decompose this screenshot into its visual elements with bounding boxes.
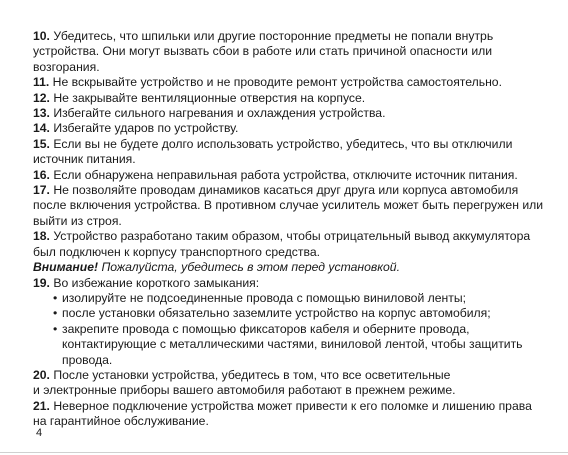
item-text: Избегайте сильного нагревания и охлаждения устройства.	[53, 106, 386, 121]
page-divider	[0, 452, 568, 453]
item-17	[33, 183, 545, 229]
item-number: 19.	[33, 275, 50, 290]
item-number: 18.	[33, 229, 50, 244]
item-text: Убедитесь, что шпильки или другие посторонние предметы не попали внутрь устройства. Они могут вызвать сбои в работе или стать причиной опасности или возгорания.	[33, 29, 494, 74]
item-11	[33, 75, 545, 90]
page-number: 4	[36, 427, 43, 439]
attention-text: Пожалуйста, убедитесь в этом перед установкой.	[101, 260, 400, 275]
item-number: 12.	[33, 90, 50, 105]
item-21	[33, 399, 545, 430]
item-13	[33, 106, 545, 121]
item-text: Неверное подключение устройства может привести к его поломке и лишению права на гарантийное обслуживание.	[33, 398, 532, 429]
item-number: 10.	[33, 29, 50, 43]
item-text: Если обнаружена неправильная работа устройства, отключите источник питания.	[53, 167, 518, 182]
item-text: Не вскрывайте устройство и не проводите ремонт устройства самостоятельно.	[52, 75, 502, 90]
item-14	[33, 121, 545, 136]
item-12	[33, 91, 545, 106]
item-18	[33, 229, 545, 260]
item-10	[33, 29, 545, 75]
item-number: 13.	[33, 106, 50, 121]
bullet-item: • после установки обязательно заземлите устройство на корпус автомобиля;	[53, 306, 545, 321]
item-text: Не позволяйте проводам динамиков касаться друг друга или корпуса автомобиля после включения устройства. В противном случае усилитель может быть перегружен или выйти из строя.	[33, 183, 544, 228]
item-text: Устройство разработано таким образом, чтобы отрицательный вывод аккумулятора был подключен к корпусу транспортного средства.	[33, 229, 531, 259]
item-20	[33, 368, 545, 399]
instructions-content	[33, 29, 545, 430]
item-text: Избегайте ударов по устройству.	[53, 121, 239, 136]
item-text: Не закрывайте вентиляционные отверстия на корпусе.	[53, 90, 366, 105]
attention-note	[33, 260, 545, 275]
item-16	[33, 168, 545, 183]
item-text-line-1: После установки устройства, убедитесь в том, что все осветительные	[53, 367, 451, 382]
bullet-item: • изолируйте не подсоединенные провода с помощью виниловой ленты;	[53, 291, 545, 306]
item-number: 14.	[33, 121, 50, 136]
attention-label: Внимание!	[33, 260, 99, 275]
item-15	[33, 137, 545, 168]
item-number: 20.	[33, 367, 50, 382]
item-text: Если вы не будете долго использовать устройство, убедитесь, что вы отключили источник питания.	[33, 136, 513, 167]
item-number: 15.	[33, 136, 50, 151]
item-text-line-2: и электронные приборы вашего автомобиля работают в прежнем режиме.	[33, 383, 456, 398]
item-text: Во избежание короткого замыкания:	[53, 275, 260, 290]
bullet-item: • закрепите провода с помощью фиксаторов кабеля и оберните провода, контактирующие с металлическими частями, виниловой лентой, чтобы защитить провода.	[53, 322, 545, 368]
item-number: 16.	[33, 167, 50, 182]
item-number: 17.	[33, 183, 50, 198]
item-19	[33, 276, 545, 291]
item-number: 11.	[33, 75, 50, 90]
item-number: 21.	[33, 398, 50, 413]
short-circuit-list	[33, 291, 545, 368]
